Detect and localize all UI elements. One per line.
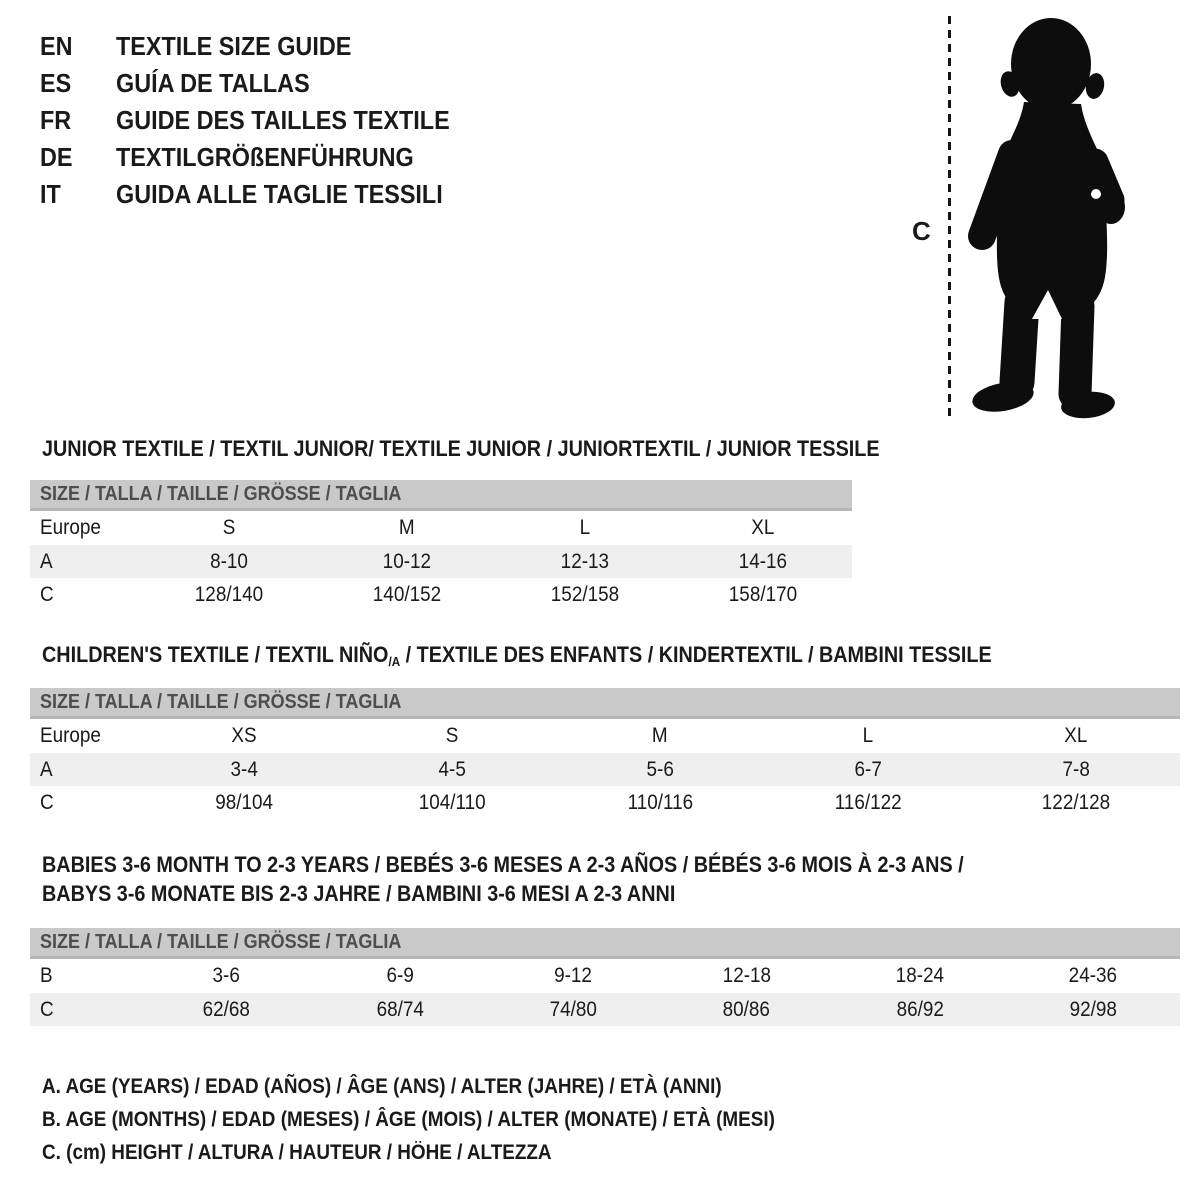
table-cell [556, 724, 764, 748]
children-heading-text [42, 640, 992, 672]
size-value: S [445, 724, 459, 747]
language-row-fr [40, 102, 487, 139]
age-value: 12-13 [560, 549, 610, 573]
age-value: 5-6 [646, 757, 674, 781]
language-row-es [40, 65, 487, 102]
junior-heading-text: JUNIOR TEXTILE / TEXTIL JUNIOR/ TEXTILE JUNIOR / JUNIORTEXTIL / JUNIOR TESSILE [42, 436, 880, 461]
row-label-text: Europe [40, 724, 101, 747]
table-cell [140, 964, 313, 988]
size-header-bar [30, 928, 1180, 959]
size-value: L [579, 516, 591, 539]
legend-text-b: B. AGE (MONTHS) / EDAD (MESES) / ÂGE (MOIS) / ALTER (MONATE) / ETÀ (MESI) [42, 1107, 775, 1131]
height-value: 86/92 [896, 997, 944, 1021]
height-value: 152/158 [550, 582, 620, 606]
table-cell [348, 758, 556, 782]
language-title: GUÍA DE TALLAS [116, 68, 310, 98]
table-cell [496, 550, 674, 574]
table-cell [674, 516, 852, 540]
language-row-de [40, 139, 487, 176]
table-cell [318, 550, 496, 574]
size-value: L [862, 724, 874, 747]
height-value: 158/170 [728, 582, 798, 606]
size-header-text: SIZE / TALLA / TAILLE / GRÖSSE / TAGLIA [40, 482, 402, 505]
table-row-height [30, 786, 1180, 819]
table-cell [313, 998, 486, 1022]
babies-size-table [30, 928, 1180, 1026]
months-value: 24-36 [1069, 964, 1118, 987]
table-cell [313, 964, 486, 988]
children-heading-subscript: /A [388, 654, 401, 669]
height-value: 104/110 [418, 790, 486, 814]
table-cell [972, 791, 1180, 815]
legend-text-c: C. (cm) HEIGHT / ALTURA / HAUTEUR / HÖHE / ALTEZZA [42, 1140, 552, 1164]
language-row-it [40, 176, 487, 213]
age-value: 8-10 [210, 549, 248, 573]
language-code-text: DE [40, 142, 73, 172]
table-cell [140, 758, 348, 782]
table-cell [972, 758, 1180, 782]
height-value: 110/116 [627, 790, 693, 814]
legend-line-a [42, 1070, 856, 1103]
children-heading-part2: / TEXTILE DES ENFANTS / KINDERTEXTIL / BAMBINI TESSILE [400, 642, 992, 667]
height-value: 140/152 [372, 582, 442, 606]
height-value: 122/128 [1041, 790, 1111, 814]
row-label [30, 724, 140, 748]
babies-section-heading [42, 850, 1066, 908]
table-cell [764, 758, 972, 782]
measurement-legend [42, 1070, 856, 1169]
table-row-age [30, 545, 852, 578]
size-value: XS [231, 724, 257, 747]
height-measure-dashed-line [948, 16, 951, 416]
months-value: 9-12 [554, 964, 593, 987]
height-value: 74/80 [549, 997, 597, 1021]
junior-size-table [30, 480, 852, 611]
table-cell [764, 791, 972, 815]
row-label [30, 583, 140, 607]
age-value: 3-4 [230, 757, 258, 781]
size-value: XL [1064, 724, 1088, 747]
junior-section-heading [42, 434, 973, 463]
height-value: 92/98 [1069, 997, 1117, 1021]
months-value: 6-9 [386, 964, 414, 987]
table-cell [833, 998, 1006, 1022]
age-value: 6-7 [854, 757, 882, 781]
height-value: 98/104 [215, 790, 273, 814]
table-cell [556, 758, 764, 782]
language-title: GUIDA ALLE TAGLIE TESSILI [116, 179, 443, 209]
table-cell [140, 583, 318, 607]
table-cell [140, 998, 313, 1022]
table-cell [487, 964, 660, 988]
table-cell [674, 583, 852, 607]
language-code [40, 142, 116, 173]
language-code-text: IT [40, 179, 61, 209]
table-cell [348, 724, 556, 748]
toddler-silhouette [962, 14, 1140, 420]
table-cell [674, 550, 852, 574]
table-cell [1007, 964, 1180, 988]
size-value: XL [751, 516, 775, 539]
row-label-text: C [40, 582, 54, 606]
row-label [30, 964, 140, 988]
language-row-en [40, 28, 487, 65]
height-value: 116/122 [834, 790, 902, 814]
language-code-text: EN [40, 31, 73, 61]
age-value: 4-5 [438, 757, 466, 781]
size-value: M [652, 724, 668, 747]
table-cell [496, 516, 674, 540]
size-header-text: SIZE / TALLA / TAILLE / GRÖSSE / TAGLIA [40, 930, 402, 953]
language-code-text: ES [40, 68, 72, 98]
size-header-bar [30, 688, 1180, 719]
table-cell [972, 724, 1180, 748]
legend-line-c [42, 1136, 856, 1169]
language-code [40, 68, 116, 99]
table-cell [764, 724, 972, 748]
row-label-text: Europe [40, 516, 101, 539]
language-code [40, 105, 116, 136]
table-row-height [30, 578, 852, 611]
row-label-text: C [40, 790, 54, 814]
height-value: 62/68 [203, 997, 251, 1021]
table-cell [1007, 998, 1180, 1022]
table-cell [496, 583, 674, 607]
table-row-europe [30, 719, 1180, 753]
age-value: 14-16 [738, 549, 788, 573]
age-value: 10-12 [382, 549, 432, 573]
language-title: TEXTILGRÖßENFÜHRUNG [116, 142, 414, 172]
language-code [40, 31, 116, 62]
language-title: TEXTILE SIZE GUIDE [116, 31, 352, 61]
table-cell [140, 724, 348, 748]
size-header-text: SIZE / TALLA / TAILLE / GRÖSSE / TAGLIA [40, 690, 402, 713]
table-cell [140, 791, 348, 815]
height-measure-label: C [912, 216, 931, 246]
months-value: 18-24 [895, 964, 945, 987]
table-row-months [30, 959, 1180, 993]
table-row-height [30, 993, 1180, 1026]
size-value: M [399, 516, 415, 539]
table-row-age [30, 753, 1180, 786]
table-row-europe [30, 511, 852, 545]
babies-heading-line2: BABYS 3-6 MONATE BIS 2-3 JAHRE / BAMBINI 3-6 MESI A 2-3 ANNI [42, 881, 676, 906]
table-cell [318, 516, 496, 540]
height-value: 80/86 [723, 997, 771, 1021]
legend-text-a: A. AGE (YEARS) / EDAD (AÑOS) / ÂGE (ANS) / ALTER (JAHRE) / ETÀ (ANNI) [42, 1074, 722, 1098]
table-cell [140, 550, 318, 574]
children-section-heading [42, 640, 1097, 672]
babies-heading-line1: BABIES 3-6 MONTH TO 2-3 YEARS / BEBÉS 3-6 MESES A 2-3 AÑOS / BÉBÉS 3-6 MOIS À 2-3 ANS / [42, 852, 964, 877]
height-value: 128/140 [194, 582, 264, 606]
row-label-text: A [40, 549, 53, 573]
table-cell [318, 583, 496, 607]
children-size-table [30, 688, 1180, 819]
size-value: S [222, 516, 236, 539]
table-cell [487, 998, 660, 1022]
row-label-text: C [40, 997, 54, 1021]
table-cell [556, 791, 764, 815]
row-label [30, 758, 140, 782]
row-label [30, 791, 140, 815]
months-value: 3-6 [213, 964, 241, 987]
size-header-bar [30, 480, 852, 511]
table-cell [140, 516, 318, 540]
legend-line-b [42, 1103, 856, 1136]
language-header [40, 28, 487, 213]
row-label-text: A [40, 757, 53, 781]
language-code [40, 179, 116, 210]
height-value: 68/74 [376, 997, 424, 1021]
age-value: 7-8 [1062, 757, 1090, 781]
table-cell [660, 964, 833, 988]
table-cell [833, 964, 1006, 988]
row-label [30, 550, 140, 574]
months-value: 12-18 [722, 964, 771, 987]
row-label [30, 516, 140, 540]
table-cell [348, 791, 556, 815]
language-title: GUIDE DES TAILLES TEXTILE [116, 105, 450, 135]
row-label-text: B [40, 964, 53, 987]
table-cell [660, 998, 833, 1022]
row-label [30, 998, 140, 1022]
children-heading-part1: CHILDREN'S TEXTILE / TEXTIL NIÑO [42, 642, 389, 667]
language-code-text: FR [40, 105, 72, 135]
